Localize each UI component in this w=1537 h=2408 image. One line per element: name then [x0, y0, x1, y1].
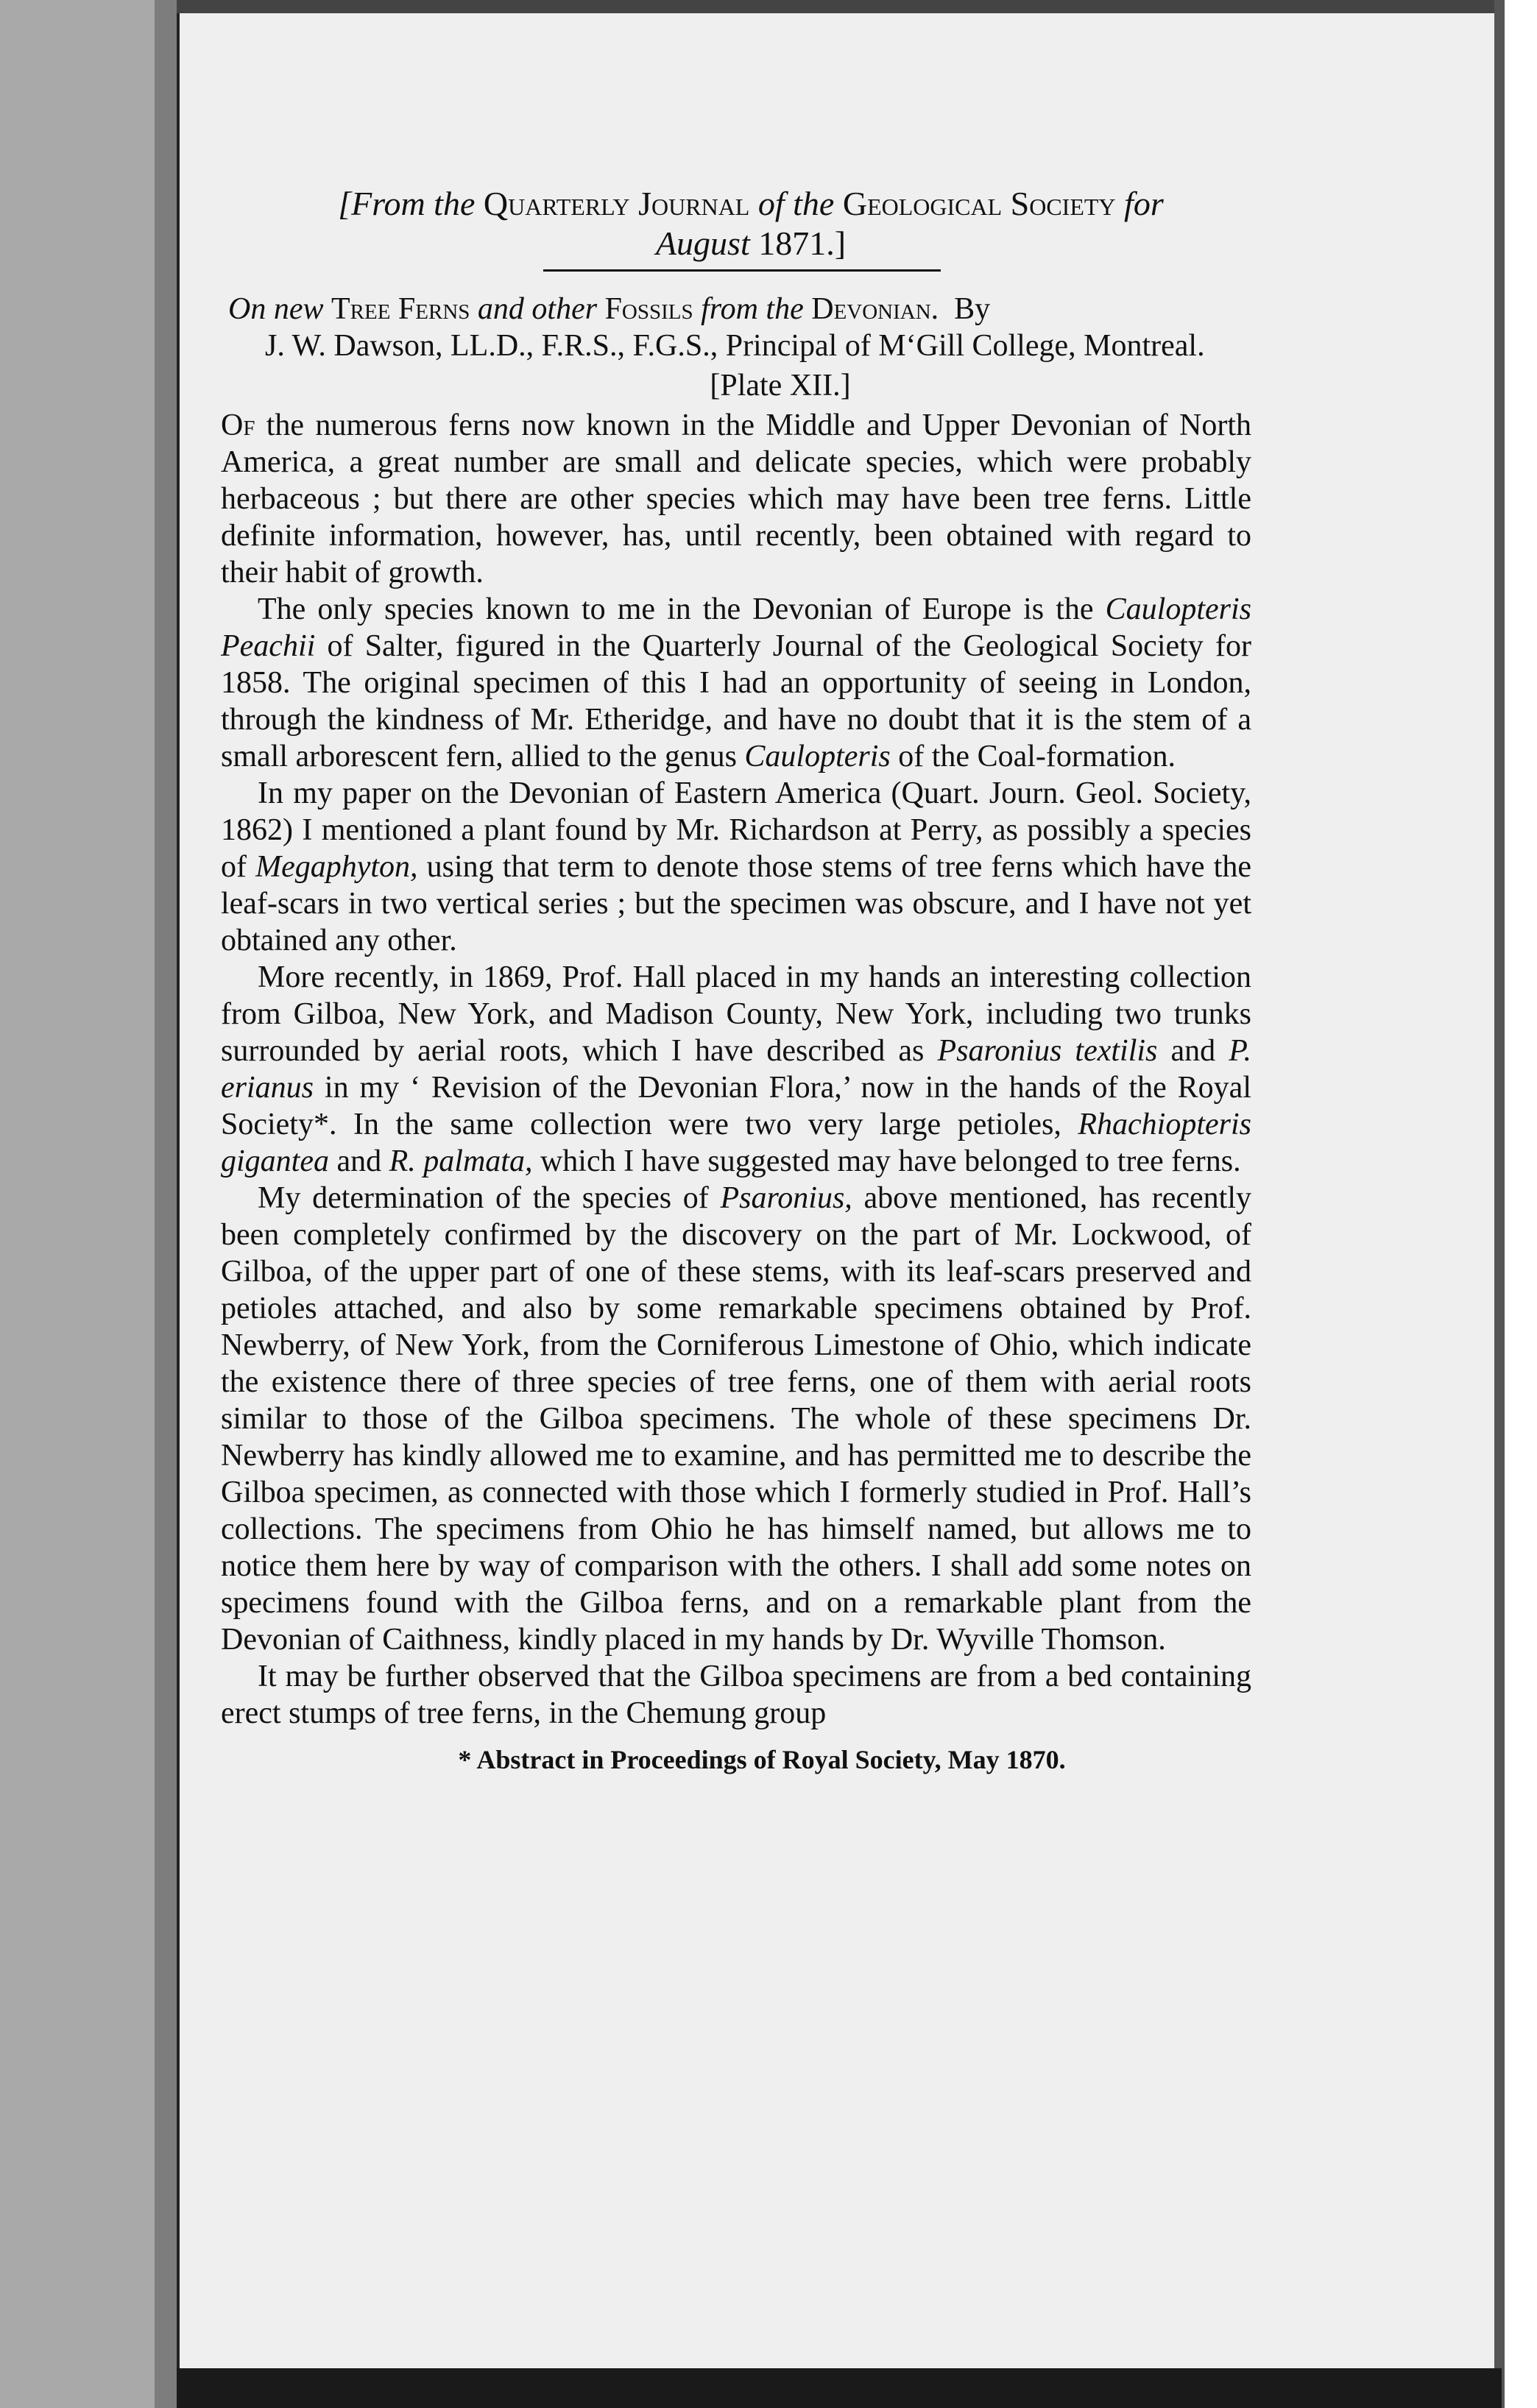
paragraph-2	[221, 591, 1251, 775]
paragraph-4-species-2: P. erianus	[221, 1034, 1251, 1105]
paragraph-5	[221, 1180, 1251, 1658]
paragraph-4-text-c: in my ‘ Revision of the Devonian Flora,’ now in the hands of the Royal Society*. In the same collection were two very large petioles,	[221, 1071, 1251, 1141]
paragraph-4-species-3: Rhachiopteris gigantea	[221, 1108, 1251, 1178]
bottom-edge	[177, 2368, 1502, 2408]
paragraph-3-genus: Megaphyton,	[255, 850, 418, 884]
title-from-the: from the	[693, 292, 812, 326]
paragraph-3-text-a: In my paper on the Devonian of Eastern America (Quart. Journ. Geol. Society, 1862) I mentioned a plant found by Mr. Richardson at Perry, as possibly a species of	[221, 776, 1251, 884]
paragraph-2-species-1: Caulopteris Peachii	[221, 592, 1251, 663]
paragraph-3-text-b: using that term to denote those stems of tree ferns which have the leaf-scars in two vertical series ; but the specimen was obscure, and I have not yet obtained any other.	[221, 850, 1251, 957]
header-year: 1871.]	[749, 224, 847, 262]
paragraph-4-species-1: Psaronius textilis	[937, 1034, 1158, 1068]
header-from: [From the	[338, 185, 484, 222]
paragraph-1-text: the numerous ferns now known in the Middle and Upper Devonian of North America, a great number are small and delicate species, which were probably herbaceous ; but there are other species which may have been tree ferns. Little definite information, however, has, until recently, been obtained with regard to their habit of growth.	[221, 408, 1251, 589]
header-rule	[543, 269, 941, 272]
title-on-new: On new	[228, 292, 331, 326]
right-page-edge	[1494, 0, 1505, 2408]
title-fossils: Fossils	[604, 292, 693, 326]
footnote: * Abstract in Proceedings of Royal Society, May 1870.	[458, 1745, 1066, 1774]
journal-header-line-2	[250, 224, 1251, 263]
header-for: for	[1115, 185, 1164, 222]
left-margin-edge	[155, 0, 177, 2408]
paragraph-4-text-a: More recently, in 1869, Prof. Hall placed in my hands an interesting collection from Gilboa, New York, and Madison County, New York, including two trunks surrounded by aerial roots, which I have described as	[221, 960, 1251, 1068]
paragraph-2-text-b: of Salter, figured in the Quarterly Journal of the Geological Society for 1858. The original specimen of this I had an opportunity of seeing in London, through the kindness of Mr. Etheridge, and have no doubt that it is the stem of a small arborescent fern, allied to the genus	[221, 629, 1251, 773]
paragraph-2-genus: Caulopteris	[744, 740, 891, 773]
title-and-other: and other	[470, 292, 605, 326]
paragraph-4-text-e: which I have suggested may have belonged to tree ferns.	[532, 1144, 1241, 1178]
header-society: Geological Society	[842, 185, 1116, 222]
header-month: August	[655, 224, 750, 262]
paragraph-1	[221, 407, 1251, 591]
page-content	[221, 184, 1251, 1776]
paragraph-2-text-c: of the Coal-formation.	[890, 740, 1176, 773]
left-margin-strip	[0, 0, 177, 2408]
article-title	[221, 291, 1251, 327]
right-margin	[1502, 0, 1537, 2408]
header-of-the: of the	[749, 185, 843, 222]
paragraph-4-species-4: R. palmata,	[389, 1144, 533, 1178]
paragraph-5-text-a: My determination of the species of	[258, 1181, 721, 1215]
paragraph-3	[221, 775, 1251, 959]
journal-header-line-1	[250, 184, 1251, 224]
paragraph-6: It may be further observed that the Gilboa specimens are from a bed containing erect stumps of tree ferns, in the Chemung group	[221, 1660, 1251, 1730]
paragraph-1-lead: Of	[221, 408, 255, 442]
title-devonian: Devonian.	[811, 292, 939, 326]
article-author: J. W. Dawson, LL.D., F.R.S., F.G.S., Principal of M‘Gill College, Montreal.	[265, 329, 1205, 363]
title-tree-ferns: Tree Ferns	[331, 292, 470, 326]
paragraph-5-genus: Psaronius,	[720, 1181, 852, 1215]
paragraph-2-text-a: The only species known to me in the Devonian of Europe is the	[258, 592, 1106, 626]
header-journal: Quarterly Journal	[483, 185, 750, 222]
paragraph-4-text-d: and	[328, 1144, 389, 1178]
top-edge	[177, 0, 1502, 13]
paragraph-5-text-b: above mentioned, has recently been completely confirmed by the discovery on the part of Mr. Lockwood, of Gilboa, of the upper part of one of these stems, with its leaf-scars preserved and petioles attached, and also by some remarkable specimens obtained by Prof. Newberry, of New York, from the Corniferous Limestone of Ohio, which indicate the existence there of three species of tree ferns, one of them with aerial roots similar to those of the Gilboa specimens. The whole of these specimens Dr. Newberry has kindly allowed me to examine, and has permitted me to describe the Gilboa specimen, as connected with those which I formerly studied in Prof. Hall’s collections. The specimens from Ohio he has himself named, but allows me to notice them here by way of comparison with the others. I shall add some notes on specimens found with the Gilboa ferns, and on a remarkable plant from the Devonian of Caithness, kindly placed in my hands by Dr. Wyville Thomson.	[221, 1181, 1252, 1657]
title-by: By	[954, 292, 991, 326]
paragraph-4-text-b: and	[1157, 1034, 1229, 1068]
paragraph-4	[221, 959, 1251, 1180]
plate-reference: [Plate XII.]	[710, 369, 851, 403]
